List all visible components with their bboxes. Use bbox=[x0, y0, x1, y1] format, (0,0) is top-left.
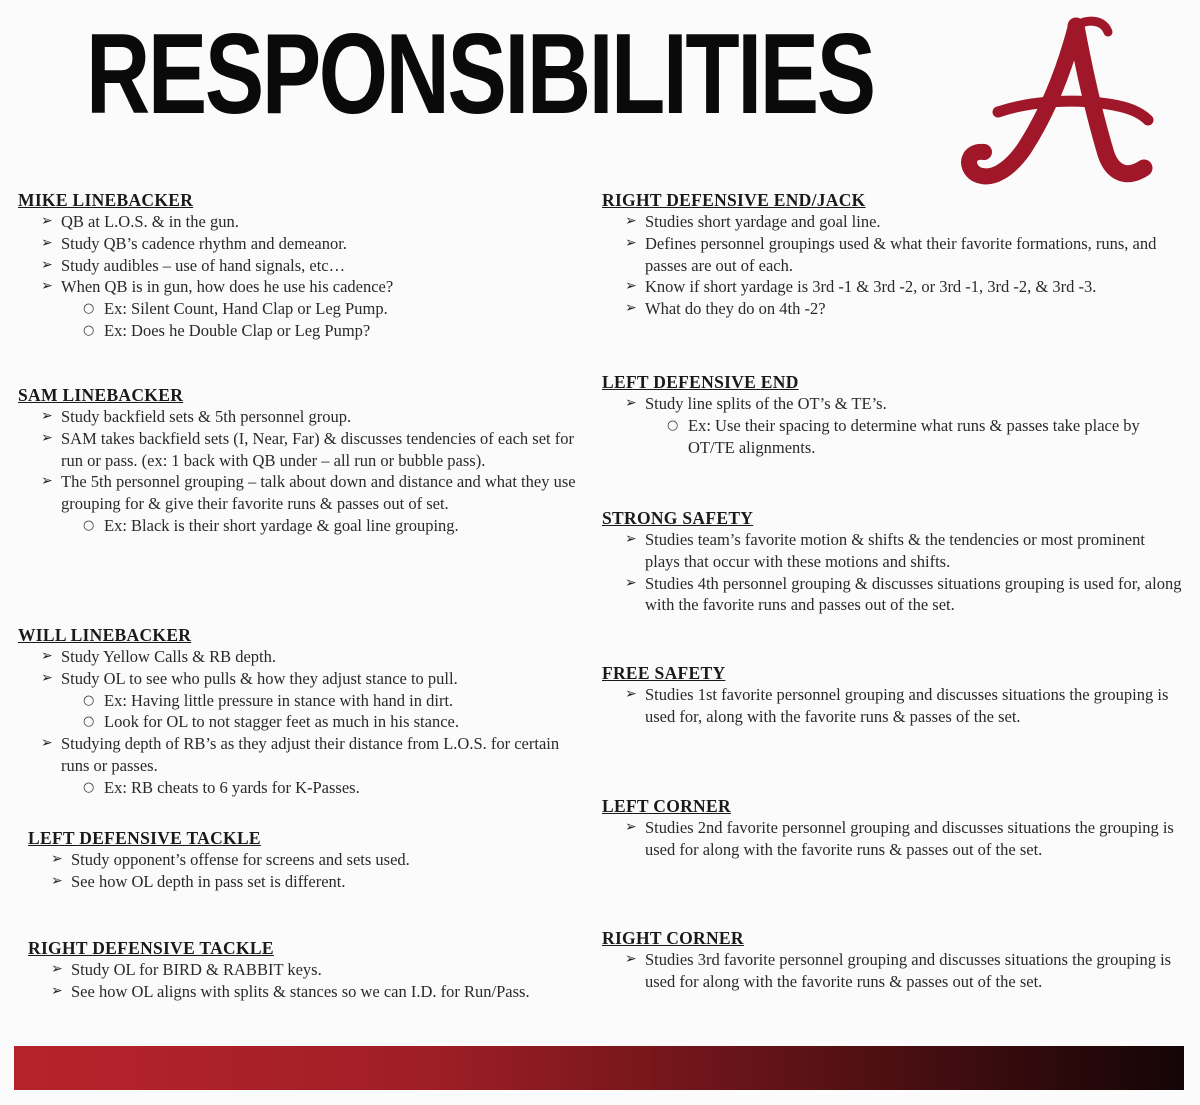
bullet-text: Study backfield sets & 5th personnel group. bbox=[61, 407, 352, 426]
bullet-list bbox=[602, 949, 1182, 993]
bullet-text: Ex: RB cheats to 6 yards for K-Passes. bbox=[104, 777, 360, 797]
bullet-list bbox=[28, 959, 593, 1003]
bullet-list bbox=[18, 406, 583, 537]
arrow-bullet-icon: ➢ bbox=[41, 213, 53, 229]
section-heading: RIGHT CORNER bbox=[602, 928, 744, 948]
section-heading: WILL LINEBACKER bbox=[18, 625, 192, 645]
bullet-list bbox=[18, 211, 583, 342]
arrow-bullet-icon: ➢ bbox=[41, 473, 53, 490]
bullet-text: Studies team’s favorite motion & shifts & the tendencies or most prominent plays that occur with these motions and shifts. bbox=[645, 530, 1145, 571]
bullet-list bbox=[602, 211, 1182, 320]
arrow-bullet-icon: ➢ bbox=[51, 851, 63, 867]
bullet-item bbox=[602, 573, 1182, 617]
sub-bullet-item bbox=[18, 298, 583, 320]
bullet-list bbox=[602, 684, 1182, 728]
bullet-text: Studies 2nd favorite personnel grouping and discusses situations the grouping is used for along with the favorite runs & passes out of the set. bbox=[645, 818, 1174, 859]
bullet-item bbox=[18, 406, 583, 428]
sub-bullet-item bbox=[18, 711, 583, 733]
bullet-list bbox=[602, 817, 1182, 861]
bullet-item bbox=[18, 276, 583, 298]
arrow-bullet-icon: ➢ bbox=[41, 234, 53, 251]
bullet-item bbox=[602, 949, 1182, 993]
section-sam-linebacker bbox=[18, 385, 583, 537]
arrow-bullet-icon: ➢ bbox=[51, 982, 63, 999]
section-heading: LEFT DEFENSIVE TACKLE bbox=[28, 828, 261, 848]
bullet-item bbox=[602, 529, 1182, 573]
section-heading: LEFT CORNER bbox=[602, 796, 731, 816]
arrow-bullet-icon: ➢ bbox=[41, 256, 53, 273]
bullet-list bbox=[602, 529, 1182, 616]
arrow-bullet-icon: ➢ bbox=[41, 278, 53, 295]
section-heading: STRONG SAFETY bbox=[602, 508, 754, 528]
bullet-text: Studies short yardage and goal line. bbox=[645, 212, 881, 231]
arrow-bullet-icon: ➢ bbox=[625, 234, 637, 251]
bullet-text: Ex: Does he Double Clap or Leg Pump? bbox=[104, 320, 371, 340]
section-heading: FREE SAFETY bbox=[602, 663, 726, 683]
bullet-item bbox=[18, 733, 583, 777]
arrow-bullet-icon: ➢ bbox=[625, 395, 637, 411]
footer-color-bar bbox=[14, 1046, 1184, 1090]
bullet-list bbox=[18, 646, 583, 799]
page-title: RESPONSIBILITIES bbox=[86, 11, 874, 138]
bullet-text: What do they do on 4th -2? bbox=[645, 299, 826, 319]
section-heading: SAM LINEBACKER bbox=[18, 385, 184, 405]
sub-bullet-item bbox=[18, 690, 583, 712]
bullet-text: Ex: Black is their short yardage & goal line grouping. bbox=[104, 515, 459, 535]
bullet-item bbox=[602, 684, 1182, 728]
bullet-item bbox=[602, 298, 1182, 320]
arrow-bullet-icon: ➢ bbox=[51, 961, 63, 977]
arrow-bullet-icon: ➢ bbox=[625, 278, 637, 295]
bullet-text: Ex: Having little pressure in stance with hand in dirt. bbox=[104, 690, 454, 710]
bullet-text: Study audibles – use of hand signals, etc… bbox=[61, 255, 346, 275]
bullet-item bbox=[18, 233, 583, 255]
bullet-text: Studies 3rd favorite personnel grouping and discusses situations the grouping is used for along with the favorite runs & passes out of the set. bbox=[645, 950, 1172, 991]
bullet-text: See how OL aligns with splits & stances so we can I.D. for Run/Pass. bbox=[71, 981, 530, 1001]
bullet-text: Study OL for BIRD & RABBIT keys. bbox=[71, 960, 322, 979]
sub-bullet-item bbox=[18, 320, 583, 342]
bullet-item bbox=[28, 959, 593, 981]
circle-bullet-icon: ○ bbox=[667, 417, 679, 433]
bullet-text: Know if short yardage is 3rd -1 & 3rd -2, or 3rd -1, 3rd -2, & 3rd -3. bbox=[645, 277, 1097, 297]
sub-bullet-item bbox=[18, 777, 583, 799]
alabama-script-a-logo bbox=[958, 14, 1158, 189]
arrow-bullet-icon: ➢ bbox=[625, 951, 637, 967]
section-heading: RIGHT DEFENSIVE END/JACK bbox=[602, 190, 866, 210]
section-right-defensive-tackle bbox=[28, 938, 593, 1003]
circle-bullet-icon: ○ bbox=[83, 692, 95, 708]
arrow-bullet-icon: ➢ bbox=[625, 300, 637, 317]
section-right-defensive-end-jack bbox=[602, 190, 1182, 320]
arrow-bullet-icon: ➢ bbox=[51, 872, 63, 889]
arrow-bullet-icon: ➢ bbox=[625, 686, 637, 702]
bullet-item bbox=[18, 428, 583, 472]
sub-bullet-item bbox=[18, 515, 583, 537]
bullet-item bbox=[602, 817, 1182, 861]
bullet-item bbox=[18, 646, 583, 668]
bullet-text: Studies 4th personnel grouping & discusses situations grouping is used for, along with the favorite runs and passes out of the set. bbox=[645, 573, 1182, 615]
bullet-item bbox=[602, 233, 1182, 277]
bullet-text: Study line splits of the OT’s & TE’s. bbox=[645, 394, 887, 413]
arrow-bullet-icon: ➢ bbox=[41, 669, 53, 686]
bullet-text: Studying depth of RB’s as they adjust their distance from L.O.S. for certain runs or passes. bbox=[61, 734, 560, 775]
circle-bullet-icon: ○ bbox=[83, 517, 95, 533]
bullet-item bbox=[28, 849, 593, 871]
bullet-item bbox=[18, 668, 583, 690]
arrow-bullet-icon: ➢ bbox=[625, 531, 637, 547]
bullet-item bbox=[28, 981, 593, 1003]
bullet-text: Study opponent’s offense for screens and sets used. bbox=[71, 850, 410, 869]
arrow-bullet-icon: ➢ bbox=[625, 213, 637, 229]
bullet-text: QB at L.O.S. & in the gun. bbox=[61, 212, 239, 231]
bullet-item bbox=[18, 211, 583, 233]
arrow-bullet-icon: ➢ bbox=[41, 735, 53, 752]
section-left-corner bbox=[602, 796, 1182, 861]
bullet-text: Studies 1st favorite personnel grouping and discusses situations the grouping is used for, along with the favorite runs & passes of the set. bbox=[645, 685, 1169, 726]
section-heading: LEFT DEFENSIVE END bbox=[602, 372, 799, 392]
arrow-bullet-icon: ➢ bbox=[625, 819, 637, 835]
bullet-item bbox=[18, 255, 583, 277]
section-left-defensive-tackle bbox=[28, 828, 593, 893]
section-heading: RIGHT DEFENSIVE TACKLE bbox=[28, 938, 274, 958]
section-free-safety bbox=[602, 663, 1182, 728]
bullet-text: Study OL to see who pulls & how they adjust stance to pull. bbox=[61, 668, 458, 688]
arrow-bullet-icon: ➢ bbox=[41, 408, 53, 424]
arrow-bullet-icon: ➢ bbox=[625, 574, 637, 591]
section-right-corner bbox=[602, 928, 1182, 993]
section-heading: MIKE LINEBACKER bbox=[18, 190, 194, 210]
section-will-linebacker bbox=[18, 625, 583, 799]
circle-bullet-icon: ○ bbox=[83, 322, 95, 338]
bullet-text: SAM takes backfield sets (I, Near, Far) & discusses tendencies of each set for run or pass. (ex: 1 back with QB under – all run or bubble pass). bbox=[61, 428, 574, 470]
section-strong-safety bbox=[602, 508, 1182, 616]
bullet-item bbox=[602, 276, 1182, 298]
arrow-bullet-icon: ➢ bbox=[41, 429, 53, 446]
bullet-text: Study Yellow Calls & RB depth. bbox=[61, 647, 276, 666]
section-mike-linebacker bbox=[18, 190, 583, 342]
bullet-item bbox=[18, 471, 583, 515]
bullet-list bbox=[602, 393, 1182, 458]
circle-bullet-icon: ○ bbox=[83, 779, 95, 795]
circle-bullet-icon: ○ bbox=[83, 714, 95, 730]
bullet-item bbox=[602, 211, 1182, 233]
bullet-text: When QB is in gun, how does he use his cadence? bbox=[61, 277, 394, 297]
bullet-list bbox=[28, 849, 593, 893]
circle-bullet-icon: ○ bbox=[83, 301, 95, 317]
bullet-text: Ex: Silent Count, Hand Clap or Leg Pump. bbox=[104, 299, 388, 319]
bullet-text: Look for OL to not stagger feet as much in his stance. bbox=[104, 712, 459, 732]
bullet-text: Ex: Use their spacing to determine what runs & passes take place by OT/TE alignments. bbox=[688, 415, 1140, 457]
arrow-bullet-icon: ➢ bbox=[41, 648, 53, 664]
bullet-item bbox=[28, 871, 593, 893]
bullet-text: Study QB’s cadence rhythm and demeanor. bbox=[61, 233, 347, 253]
bullet-item bbox=[602, 393, 1182, 415]
section-left-defensive-end bbox=[602, 372, 1182, 458]
sub-bullet-item bbox=[602, 415, 1182, 459]
bullet-text: See how OL depth in pass set is different. bbox=[71, 871, 346, 891]
bullet-text: Defines personnel groupings used & what their favorite formations, runs, and passes are out of each. bbox=[645, 233, 1157, 275]
bullet-text: The 5th personnel grouping – talk about down and distance and what they use grouping for & give their favorite runs & passes out of set. bbox=[61, 472, 576, 514]
